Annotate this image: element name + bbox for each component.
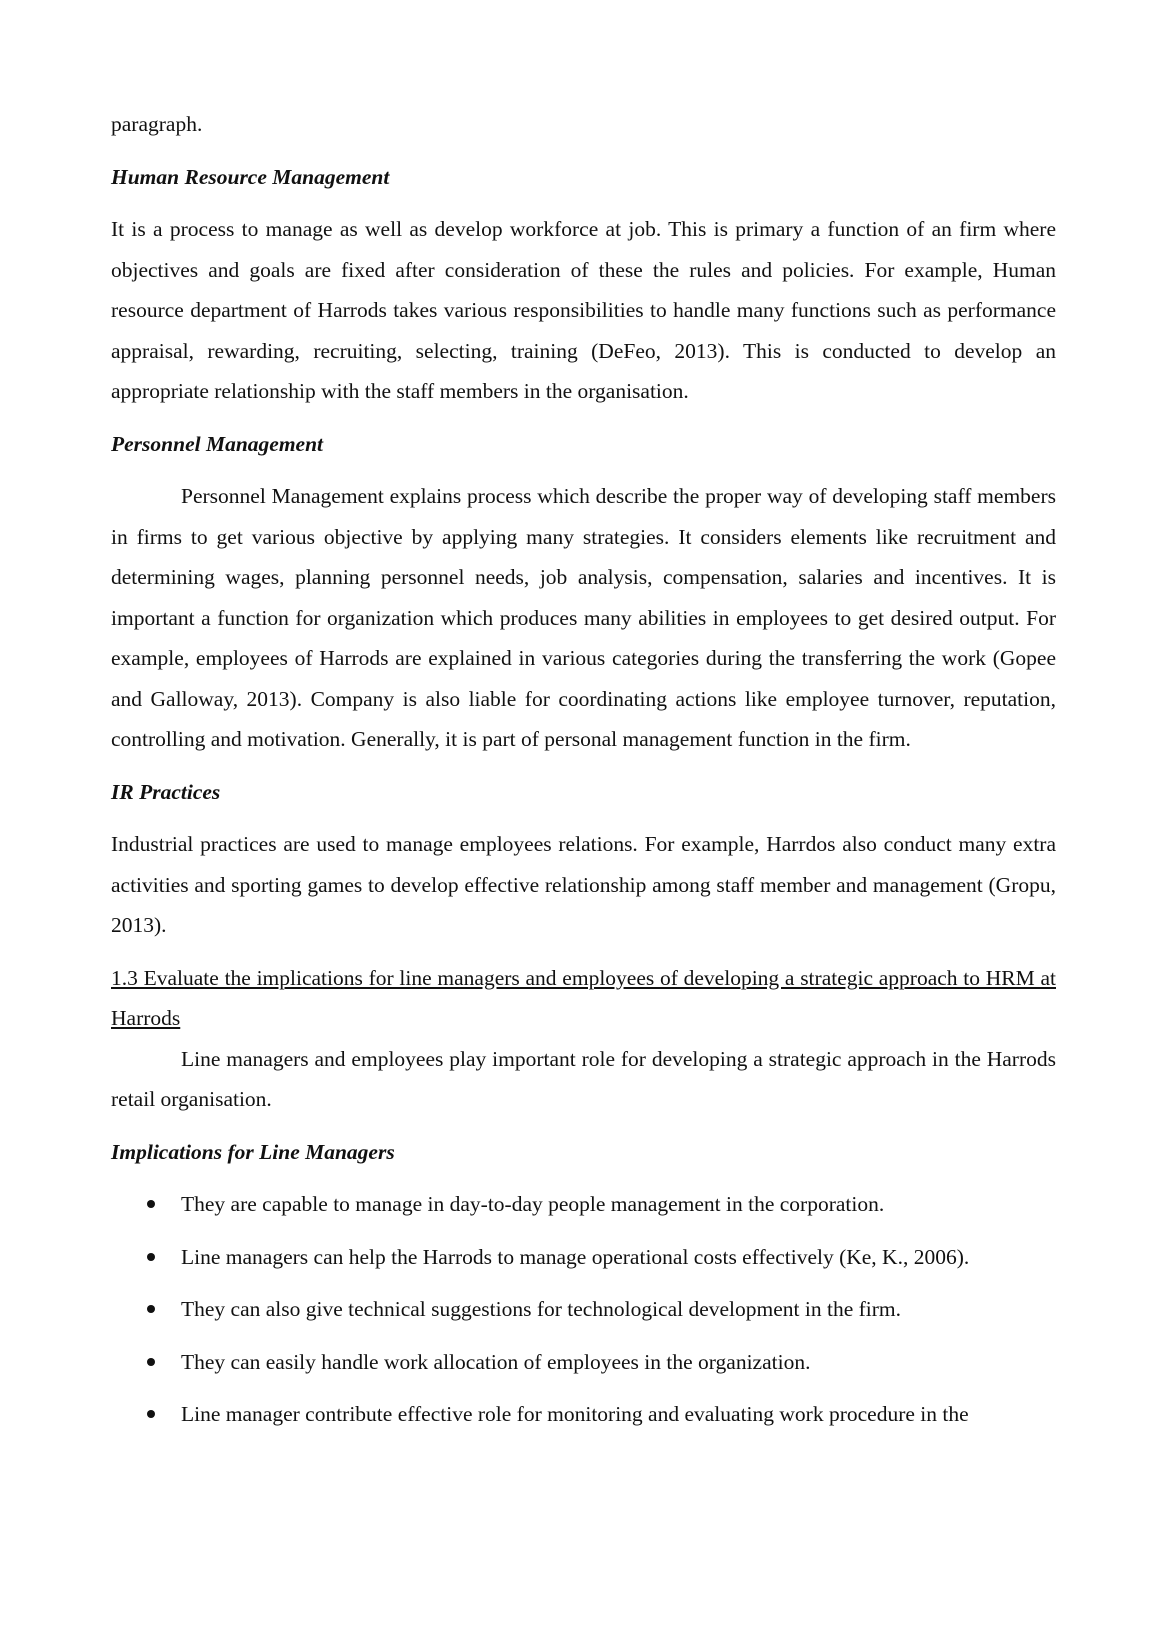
list-item-text: Line manager contribute effective role for monitoring and evaluating work procedure in the	[181, 1402, 969, 1426]
list-item	[111, 1289, 1056, 1330]
subsection-title: 1.3 Evaluate the implications for line managers and employees of developing a strategic approach to HRM at Harrods	[111, 965, 1056, 1030]
bullet-icon	[147, 1200, 155, 1208]
document-page	[111, 104, 1056, 1447]
bullet-icon	[147, 1305, 155, 1313]
list-item	[111, 1184, 1056, 1225]
section-heading-personnel: Personnel Management	[111, 431, 324, 456]
implications-heading: Implications for Line Managers	[111, 1139, 395, 1164]
section-body-hrm: It is a process to manage as well as develop workforce at job. This is primary a function of an firm where objectives and goals are fixed after consideration of these the rules and policies. For example, Human resource department of Harrods takes various responsibilities to handle many functions such as performance appraisal, rewarding, recruiting, selecting, training (DeFeo, 2013). This is conducted to develop an appropriate relationship with the staff members in the organisation.	[111, 217, 1056, 403]
bullet-icon	[147, 1410, 155, 1418]
list-item-text: They are capable to manage in day-to-day people management in the corporation.	[181, 1192, 885, 1216]
bullet-icon	[147, 1253, 155, 1261]
list-item-text: They can also give technical suggestions for technological development in the firm.	[181, 1297, 902, 1321]
section-body-personnel: Personnel Management explains process which describe the proper way of developing staff members in firms to get various objective by applying many strategies. It considers elements like recruitment and determining wages, planning personnel needs, job analysis, compensation, salaries and incentives. It is important a function for organization which produces many abilities in employees to get desired output. For example, employees of Harrods are explained in various categories during the transferring the work (Gopee and Galloway, 2013). Company is also liable for coordinating actions like employee turnover, reputation, controlling and motivation. Generally, it is part of personal management function in the firm.	[111, 484, 1056, 751]
subsection-body: Line managers and employees play important role for developing a strategic approach in the Harrods retail organisation.	[111, 1046, 1056, 1111]
list-item-text: Line managers can help the Harrods to manage operational costs effectively (Ke, K., 2006).	[181, 1244, 970, 1269]
section-heading-hrm: Human Resource Management	[111, 164, 390, 189]
list-item-text: They can easily handle work allocation of employees in the organization.	[181, 1349, 811, 1374]
section-body-ir: Industrial practices are used to manage employees relations. For example, Harrdos also conduct many extra activities and sporting games to develop effective relationship among staff member and management (Gropu, 2013).	[111, 832, 1056, 937]
list-item	[111, 1342, 1056, 1383]
list-item	[111, 1237, 1056, 1278]
list-item	[111, 1394, 1056, 1435]
bullet-icon	[147, 1358, 155, 1366]
implications-list	[111, 1184, 1056, 1435]
intro-fragment: paragraph.	[111, 112, 203, 136]
section-heading-ir: IR Practices	[111, 779, 221, 804]
